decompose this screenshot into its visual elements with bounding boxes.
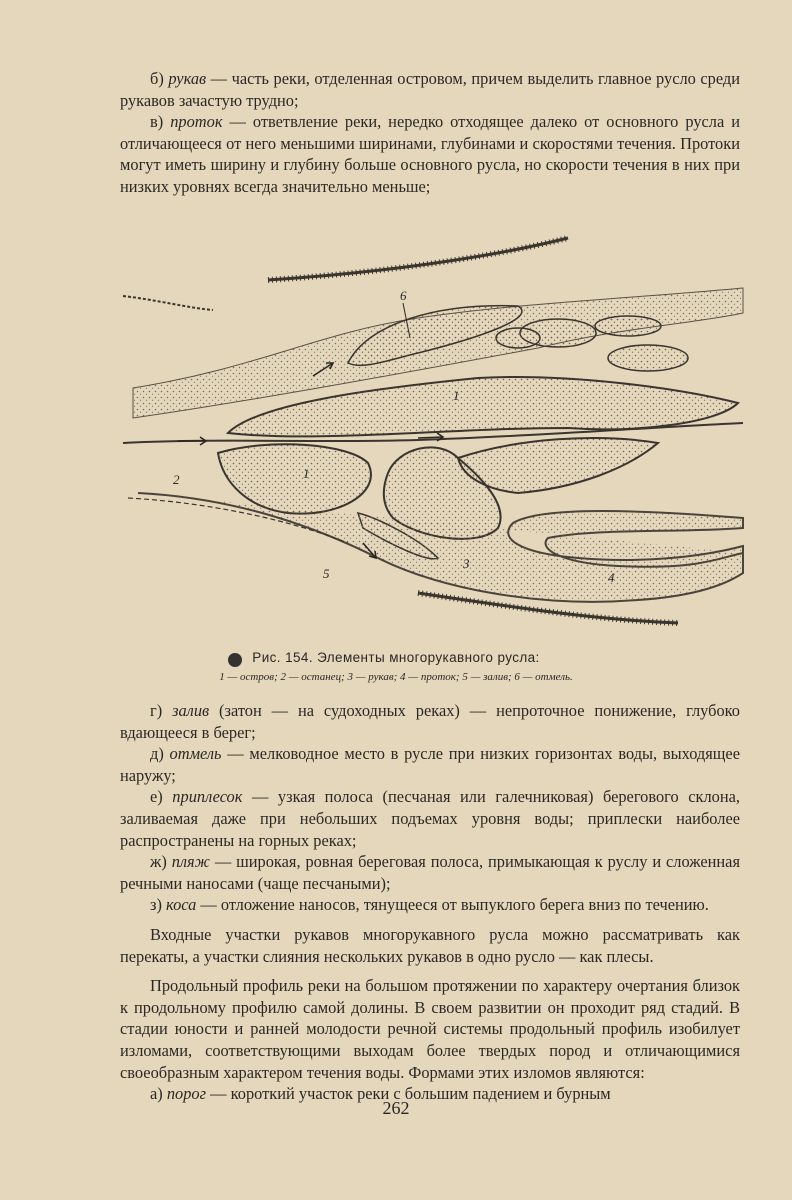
- page-number: 262: [382, 1098, 410, 1118]
- figure-caption: Рис. 154. Элементы многорукавного русла:: [252, 650, 540, 665]
- item-marker: з): [150, 895, 167, 915]
- figure-label: 3: [463, 556, 470, 571]
- figure-label: 2: [173, 472, 180, 487]
- definition-text: — отложение наносов, тянущееся от выпуклого берега вниз по течению.: [196, 895, 709, 915]
- definition-item: [120, 68, 740, 111]
- figure-label: 4: [608, 570, 615, 585]
- item-marker: г): [150, 701, 173, 720]
- definition-item: [120, 786, 740, 851]
- definition-item: [120, 111, 740, 197]
- definition-term: отмель: [169, 744, 222, 764]
- item-marker: а): [150, 1084, 167, 1104]
- island: [458, 438, 658, 493]
- top-bank-hatching: [268, 238, 568, 280]
- top-text-block: [120, 68, 740, 198]
- definition-term: проток: [170, 112, 223, 132]
- item-marker: д): [150, 744, 170, 764]
- definition-item: [120, 894, 740, 916]
- figure-label: 1: [453, 388, 460, 403]
- definition-item: [120, 743, 740, 786]
- definition-text: — часть реки, отделенная островом, причем выделить главное русло среди рукавов зачастую трудно;: [120, 69, 740, 110]
- item-marker: б): [150, 69, 169, 88]
- figure-label: 6: [400, 288, 407, 303]
- definition-text: — узкая полоса (песчаная или галечниковая) берегового склона, заливаемая даже при небольших подъемах уровня воды; приплески наиболее распространены на горных реках;: [120, 787, 740, 850]
- figure-label: 5: [323, 566, 330, 581]
- figure-label: 1: [303, 466, 310, 481]
- multi-channel-river-figure: [118, 228, 748, 643]
- definition-term: залив: [172, 701, 210, 720]
- definition-term: коса: [166, 895, 197, 915]
- figure-legend: 1 — остров; 2 — останец; 3 — рукав; 4 — проток; 5 — залив; 6 — отмель.: [219, 671, 573, 683]
- top-bank-line: [268, 238, 568, 280]
- left-bank-line: [123, 296, 213, 310]
- body-paragraph: Продольный профиль реки на большом протяжении по характеру очертания близок к продольному профилю самой долины. В своем развитии он проходит ряд стадий. В стадии юности и ранней молодости речной системы продольный профиль изобилует изломами, соответствующими выходам более твердых пород и отличающимися своеобразным характером течения воды. Формами этих изломов являются:: [120, 976, 740, 1082]
- definition-item: [120, 851, 740, 894]
- item-marker: е): [150, 787, 173, 807]
- definition-term: рукав: [168, 69, 207, 88]
- small-island: [496, 328, 540, 348]
- small-island: [608, 345, 688, 371]
- definition-term: пляж: [171, 852, 210, 872]
- definition-item: [120, 700, 740, 743]
- definition-text: — мелководное место в русле при низких горизонтах воды, выходящее наружу;: [120, 744, 740, 785]
- definition-text: (затон — на судоходных реках) — непроточное понижение, глубоко вдающееся в берег;: [120, 701, 741, 742]
- body-paragraph: Входные участки рукавов многорукавного русла можно рассматривать как перекаты, а участки слияния нескольких рукавов в одно русло — как плесы.: [120, 924, 740, 966]
- definition-text: — ответвление реки, нередко отходящее далеко от основного русла и отличающееся от него меньшими ширинами, глубинами и скоростями течения. Протоки могут иметь ширину и глубину больше основного русла, но скорости течения в них при низких уровнях всегда значительно меньше;: [120, 112, 741, 196]
- definition-text: — широкая, ровная береговая полоса, примыкающая к руслу и сложенная речными наносами (чаще песчаными);: [120, 852, 740, 893]
- item-marker: ж): [150, 852, 172, 872]
- definition-text: — короткий участок реки с большим падением и бурным: [206, 1084, 611, 1104]
- small-island: [595, 316, 661, 336]
- bottom-text-block: [120, 700, 740, 1105]
- definition-term: порог: [166, 1084, 207, 1104]
- definition-term: приплесок: [172, 787, 243, 807]
- item-marker: в): [150, 112, 171, 132]
- flow-arrow: [178, 437, 206, 445]
